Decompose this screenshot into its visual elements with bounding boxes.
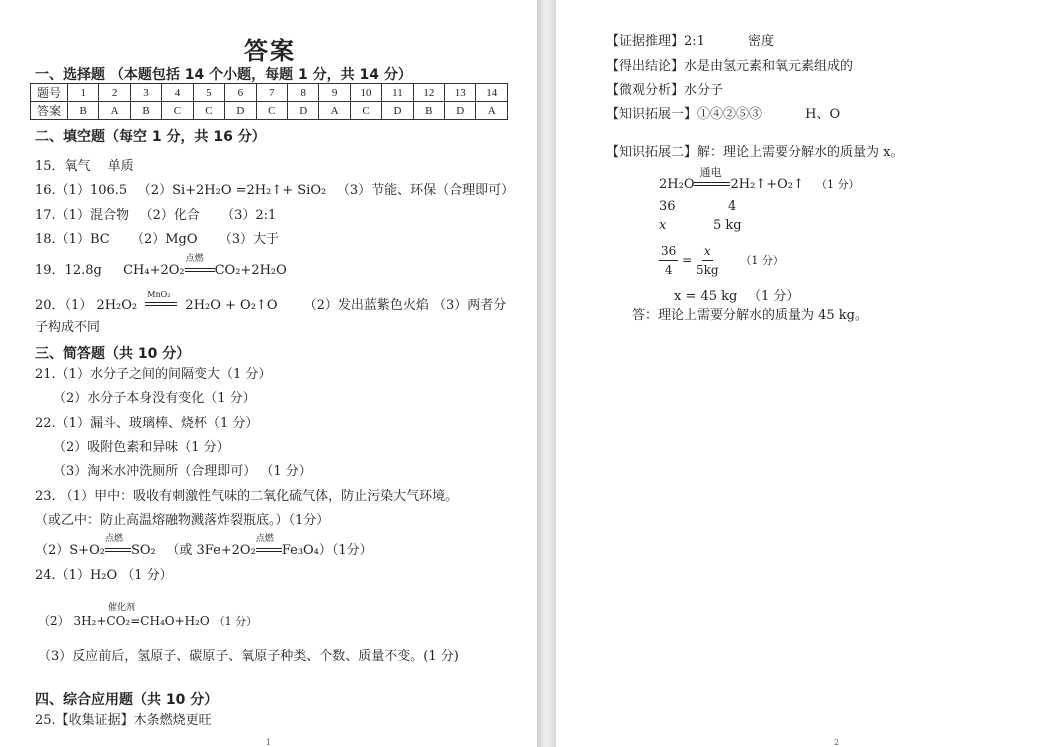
reaction-arrow: [185, 253, 215, 272]
table-cell: 13: [445, 84, 476, 102]
q23-fe-products: Fe₃O₄）（1分）: [281, 543, 373, 558]
table-row-answers: [31, 102, 508, 120]
answer-q21-1: 21.（1）水分子之间的间隔变大（1 分）: [35, 367, 272, 382]
table-cell: C: [256, 102, 287, 120]
result-line: x = 45 kg （1 分）: [674, 289, 800, 304]
table-cell: 8: [287, 84, 318, 102]
table-cell: B: [68, 102, 99, 120]
table-row-label: 答案: [31, 102, 68, 120]
equation-score: （1 分）: [816, 178, 860, 191]
table-cell: 12: [413, 84, 444, 102]
equation-left: 2H₂O: [659, 177, 695, 192]
page-title: 答案: [244, 37, 296, 65]
double-line: [694, 182, 730, 186]
reaction-condition: 点燃: [185, 253, 204, 264]
reaction-condition: 通电: [699, 165, 722, 179]
table-cell: 6: [225, 84, 256, 102]
double-line: [256, 548, 282, 552]
proportion: [659, 242, 784, 279]
table-cell: B: [130, 102, 161, 120]
table-cell: C: [162, 102, 193, 120]
table-cell: 10: [350, 84, 381, 102]
ratio-36: 36: [659, 199, 676, 214]
table-cell: D: [445, 102, 476, 120]
q24-score: （1 分）: [213, 615, 258, 628]
answer-q21-2: （2）水分子本身没有变化（1 分）: [53, 391, 256, 406]
table-row-numbers: [31, 84, 508, 102]
answer-q24-3: （3）反应前后，氢原子、碳原子、氧原子种类、个数、质量不变。(1 分): [38, 649, 459, 664]
answer-q22-2: （2）吸附色素和异味（1 分）: [53, 440, 230, 455]
reaction-condition: 点燃: [255, 533, 274, 544]
table-cell: D: [225, 102, 256, 120]
answer-q23-3: [35, 533, 373, 560]
page-gap: [537, 0, 556, 747]
reaction-condition: 点燃: [104, 533, 123, 544]
table-cell: C: [193, 102, 224, 120]
q20-part2: （2）发出蓝紫色火焰 （3）两者分: [303, 298, 507, 313]
catalyst-condition: 催化剂: [108, 603, 136, 613]
section-1-heading: 一、选择题 （本题包括 14 个小题，每题 1 分，共 14 分）: [35, 67, 412, 83]
table-cell: B: [413, 102, 444, 120]
answer-q19: [35, 253, 287, 280]
conclusion: 【得出结论】水是由氢元素和氧元素组成的: [606, 59, 854, 74]
table-cell: A: [319, 102, 350, 120]
table-cell: 1: [68, 84, 99, 102]
table-cell: 3: [130, 84, 161, 102]
section-4-heading: 四、综合应用题（共 10 分）: [35, 692, 219, 708]
section-3-heading: 三、简答题（共 10 分）: [35, 346, 191, 362]
answer-q24-1: 24.（1）H₂O （1 分）: [35, 568, 173, 583]
fraction-numerator: x: [702, 242, 713, 261]
table-cell: 14: [476, 84, 508, 102]
table-cell: D: [287, 102, 318, 120]
fraction-denominator: 4: [664, 263, 673, 277]
table-cell: 2: [99, 84, 130, 102]
fraction-left: [659, 242, 678, 279]
section-2-heading: 二、填空题（每空 1 分，共 16 分）: [35, 129, 266, 145]
final-answer: 答：理论上需要分解水的质量为 45 kg。: [632, 308, 869, 323]
evidence-reasoning: 【证据推理】2:1 密度: [606, 34, 775, 49]
reaction-equation: [659, 165, 860, 194]
table-cell: C: [350, 102, 381, 120]
answer-q22-3: （3）淘米水冲洗厕所（合理即可） （1 分）: [53, 464, 312, 479]
fraction-denominator: 5kg: [696, 263, 719, 277]
table-cell: 9: [319, 84, 350, 102]
answer-q23-1: 23. （1）甲中：吸收有刺激性气味的二氧化硫气体，防止污染大气环境。: [35, 489, 459, 504]
answer-q25-1: 25.【收集证据】木条燃烧更旺: [35, 713, 212, 728]
ratio-x: x: [659, 218, 667, 233]
page-number: 2: [834, 738, 840, 747]
table-row-label: 题号: [31, 84, 68, 102]
q19-reactants: 19．12.8g CH₄+2O₂: [35, 263, 185, 278]
ratio-5kg: 5 kg: [713, 218, 742, 233]
fraction-numerator: 36: [659, 242, 678, 261]
reaction-arrow: [104, 533, 131, 552]
q23-s-reactants: （2）S+O₂: [35, 543, 105, 558]
reaction-condition: MnO₂: [147, 289, 171, 299]
table-cell: 7: [256, 84, 287, 102]
q19-products: CO₂+2H₂O: [214, 263, 287, 278]
table-cell: A: [99, 102, 130, 120]
page-2: [556, 0, 1040, 747]
answer-q15: 15．氧气 单质: [35, 159, 134, 174]
q20-reactant: 20．（1） 2H₂O₂: [35, 298, 138, 313]
answer-q23-2: （或乙中：防止高温熔融物溅落炸裂瓶底。）（1分）: [35, 513, 330, 528]
micro-analysis: 【微观分析】水分子: [606, 83, 724, 98]
page-number: 1: [266, 738, 272, 747]
table-cell: 5: [193, 84, 224, 102]
q24-equation: （2） 3H₂+CO₂=CH₄O+H₂O: [38, 614, 210, 628]
answer-q20: [35, 289, 507, 315]
table-cell: D: [382, 102, 413, 120]
equation-right: 2H₂↑+O₂↑: [730, 177, 804, 192]
answer-q20-line2: 子构成不同: [35, 320, 101, 335]
knowledge-extension-2: 【知识拓展二】解：理论上需要分解水的质量为 x。: [606, 145, 904, 160]
answer-q22-1: 22.（1）漏斗、玻璃棒、烧杯（1 分）: [35, 416, 259, 431]
ratio-4: 4: [728, 199, 737, 214]
equals-sign: =: [682, 253, 693, 267]
q20-products: 2H₂O + O₂↑O: [185, 298, 278, 313]
answer-q18: 18.（1）BC （2）MgO （3）大于: [35, 232, 280, 247]
table-cell: 4: [162, 84, 193, 102]
table-cell: A: [476, 102, 508, 120]
reaction-arrow: [694, 165, 730, 186]
table-cell: 11: [382, 84, 413, 102]
double-line: [105, 548, 131, 552]
answer-q17: 17.（1）混合物 （2）化合 （3）2:1: [35, 208, 277, 223]
double-line: [185, 268, 215, 272]
fraction-right: [696, 242, 719, 279]
reaction-arrow: [145, 289, 177, 306]
proportion-score: （1 分）: [740, 254, 784, 267]
knowledge-extension-1: 【知识拓展一】①④②⑤③ H、O: [606, 107, 841, 122]
reaction-arrow: [255, 533, 282, 552]
q23-s-products: SO₂ （或 3Fe+2O₂: [130, 543, 256, 558]
answer-table: [30, 83, 508, 120]
answer-q24-2: [38, 612, 257, 631]
answer-q16: 16.（1）106.5 （2）Si+2H₂O =2H₂↑+ SiO₂ （3）节能、环保（合理即可）: [35, 183, 515, 198]
